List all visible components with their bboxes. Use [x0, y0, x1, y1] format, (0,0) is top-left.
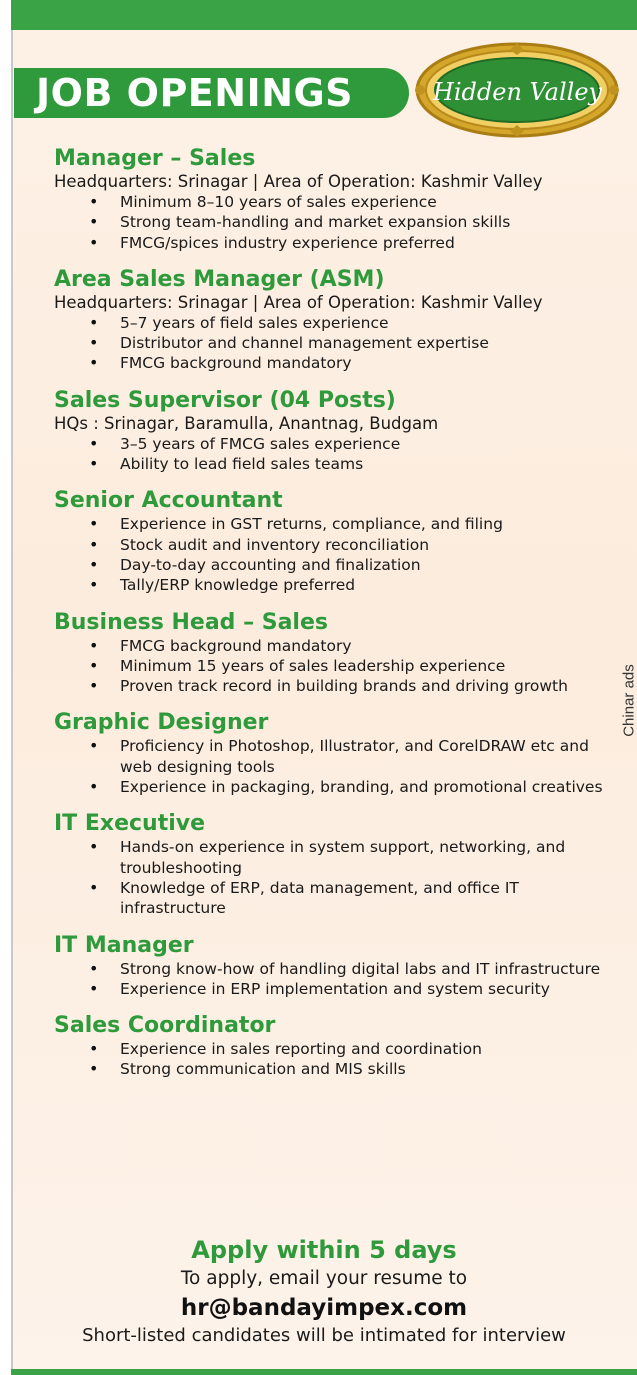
- bottom-green-bar: [11, 1369, 637, 1375]
- requirement-item: • Distributor and channel management expertise: [120, 333, 614, 353]
- requirement-item: • Knowledge of ERP, data management, and office IT infrastructure: [120, 878, 614, 919]
- requirement-item: • FMCG background mandatory: [120, 636, 614, 656]
- requirement-item: • Proven track record in building brands and driving growth: [120, 676, 614, 696]
- side-credit: [621, 652, 635, 752]
- job-section: [54, 267, 614, 374]
- requirement-item: • Day-to-day accounting and finalization: [120, 555, 614, 575]
- job-requirements: [54, 192, 614, 253]
- apply-email-link[interactable]: hr@bandayimpex.com: [180, 1295, 468, 1321]
- job-location: Headquarters: Srinagar | Area of Operation: Kashmir Valley: [54, 172, 543, 191]
- job-location: Headquarters: Srinagar | Area of Operation: Kashmir Valley: [54, 292, 543, 312]
- requirement-item: • Experience in GST returns, compliance, and filing: [120, 514, 614, 534]
- job-section: [54, 146, 614, 253]
- requirement-item: • 3–5 years of FMCG sales experience: [120, 434, 614, 454]
- job-title: IT Manager: [54, 932, 194, 958]
- brand-logo-text: Hidden Valley: [432, 78, 603, 106]
- job-requirements: [54, 636, 614, 697]
- job-section: [54, 811, 614, 918]
- job-title: Graphic Designer: [54, 710, 269, 736]
- page-title: JOB OPENINGS: [36, 71, 354, 115]
- requirement-item: • Experience in sales reporting and coordination: [120, 1039, 614, 1059]
- job-section: [54, 1013, 614, 1080]
- job-title: IT Executive: [54, 811, 206, 837]
- requirement-item: • Strong know-how of handling digital labs and IT infrastructure: [120, 959, 614, 979]
- side-credit-text: Chinar ads: [620, 664, 637, 737]
- shortlist-note: Short-listed candidates will be intimated for interview: [82, 1325, 566, 1346]
- left-edge-divider: [0, 0, 13, 1375]
- job-list: [54, 146, 614, 1094]
- requirement-item: • FMCG background mandatory: [120, 353, 614, 373]
- job-title: Manager – Sales: [54, 146, 256, 171]
- job-section: [54, 710, 614, 797]
- job-requirements: [54, 837, 614, 918]
- requirement-item: • Minimum 15 years of sales leadership experience: [120, 656, 614, 676]
- requirement-item: • Proficiency in Photoshop, Illustrator, and CorelDRAW etc and web designing tools: [120, 736, 614, 777]
- requirement-item: • Hands-on experience in system support, networking, and troubleshooting: [120, 837, 614, 878]
- job-section: [54, 388, 614, 475]
- requirement-item: • 5–7 years of field sales experience: [120, 313, 614, 333]
- job-section: [54, 933, 614, 1000]
- requirement-item: • Ability to lead field sales teams: [120, 454, 614, 474]
- job-title: Sales Supervisor (04 Posts): [54, 387, 396, 413]
- job-location: HQs : Srinagar, Baramulla, Anantnag, Budgam: [54, 413, 439, 433]
- job-section: [54, 488, 614, 595]
- requirement-item: • Tally/ERP knowledge preferred: [120, 575, 614, 595]
- requirement-item: • FMCG/spices industry experience preferred: [120, 233, 614, 253]
- requirement-item: • Strong team-handling and market expansion skills: [120, 212, 614, 232]
- top-green-bar: [11, 0, 637, 30]
- job-requirements: [54, 736, 614, 797]
- apply-deadline: Apply within 5 days: [191, 1236, 457, 1264]
- apply-footer: [11, 1234, 637, 1348]
- requirement-item: • Experience in packaging, branding, and promotional creatives: [120, 777, 614, 797]
- job-requirements: [54, 1039, 614, 1080]
- job-title: Area Sales Manager (ASM): [54, 266, 385, 292]
- job-requirements: [54, 313, 614, 374]
- job-title: Business Head – Sales: [54, 609, 328, 635]
- apply-instruction: To apply, email your resume to: [180, 1268, 468, 1289]
- requirement-item: • Experience in ERP implementation and system security: [120, 979, 614, 999]
- requirement-item: • Minimum 8–10 years of sales experience: [120, 192, 614, 212]
- job-section: [54, 610, 614, 697]
- job-title: Sales Coordinator: [54, 1013, 276, 1039]
- requirement-item: • Stock audit and inventory reconciliation: [120, 535, 614, 555]
- job-title: Senior Accountant: [54, 488, 283, 514]
- job-requirements: [54, 514, 614, 595]
- job-requirements: [54, 434, 614, 475]
- job-requirements: [54, 959, 614, 1000]
- requirement-item: • Strong communication and MIS skills: [120, 1059, 614, 1079]
